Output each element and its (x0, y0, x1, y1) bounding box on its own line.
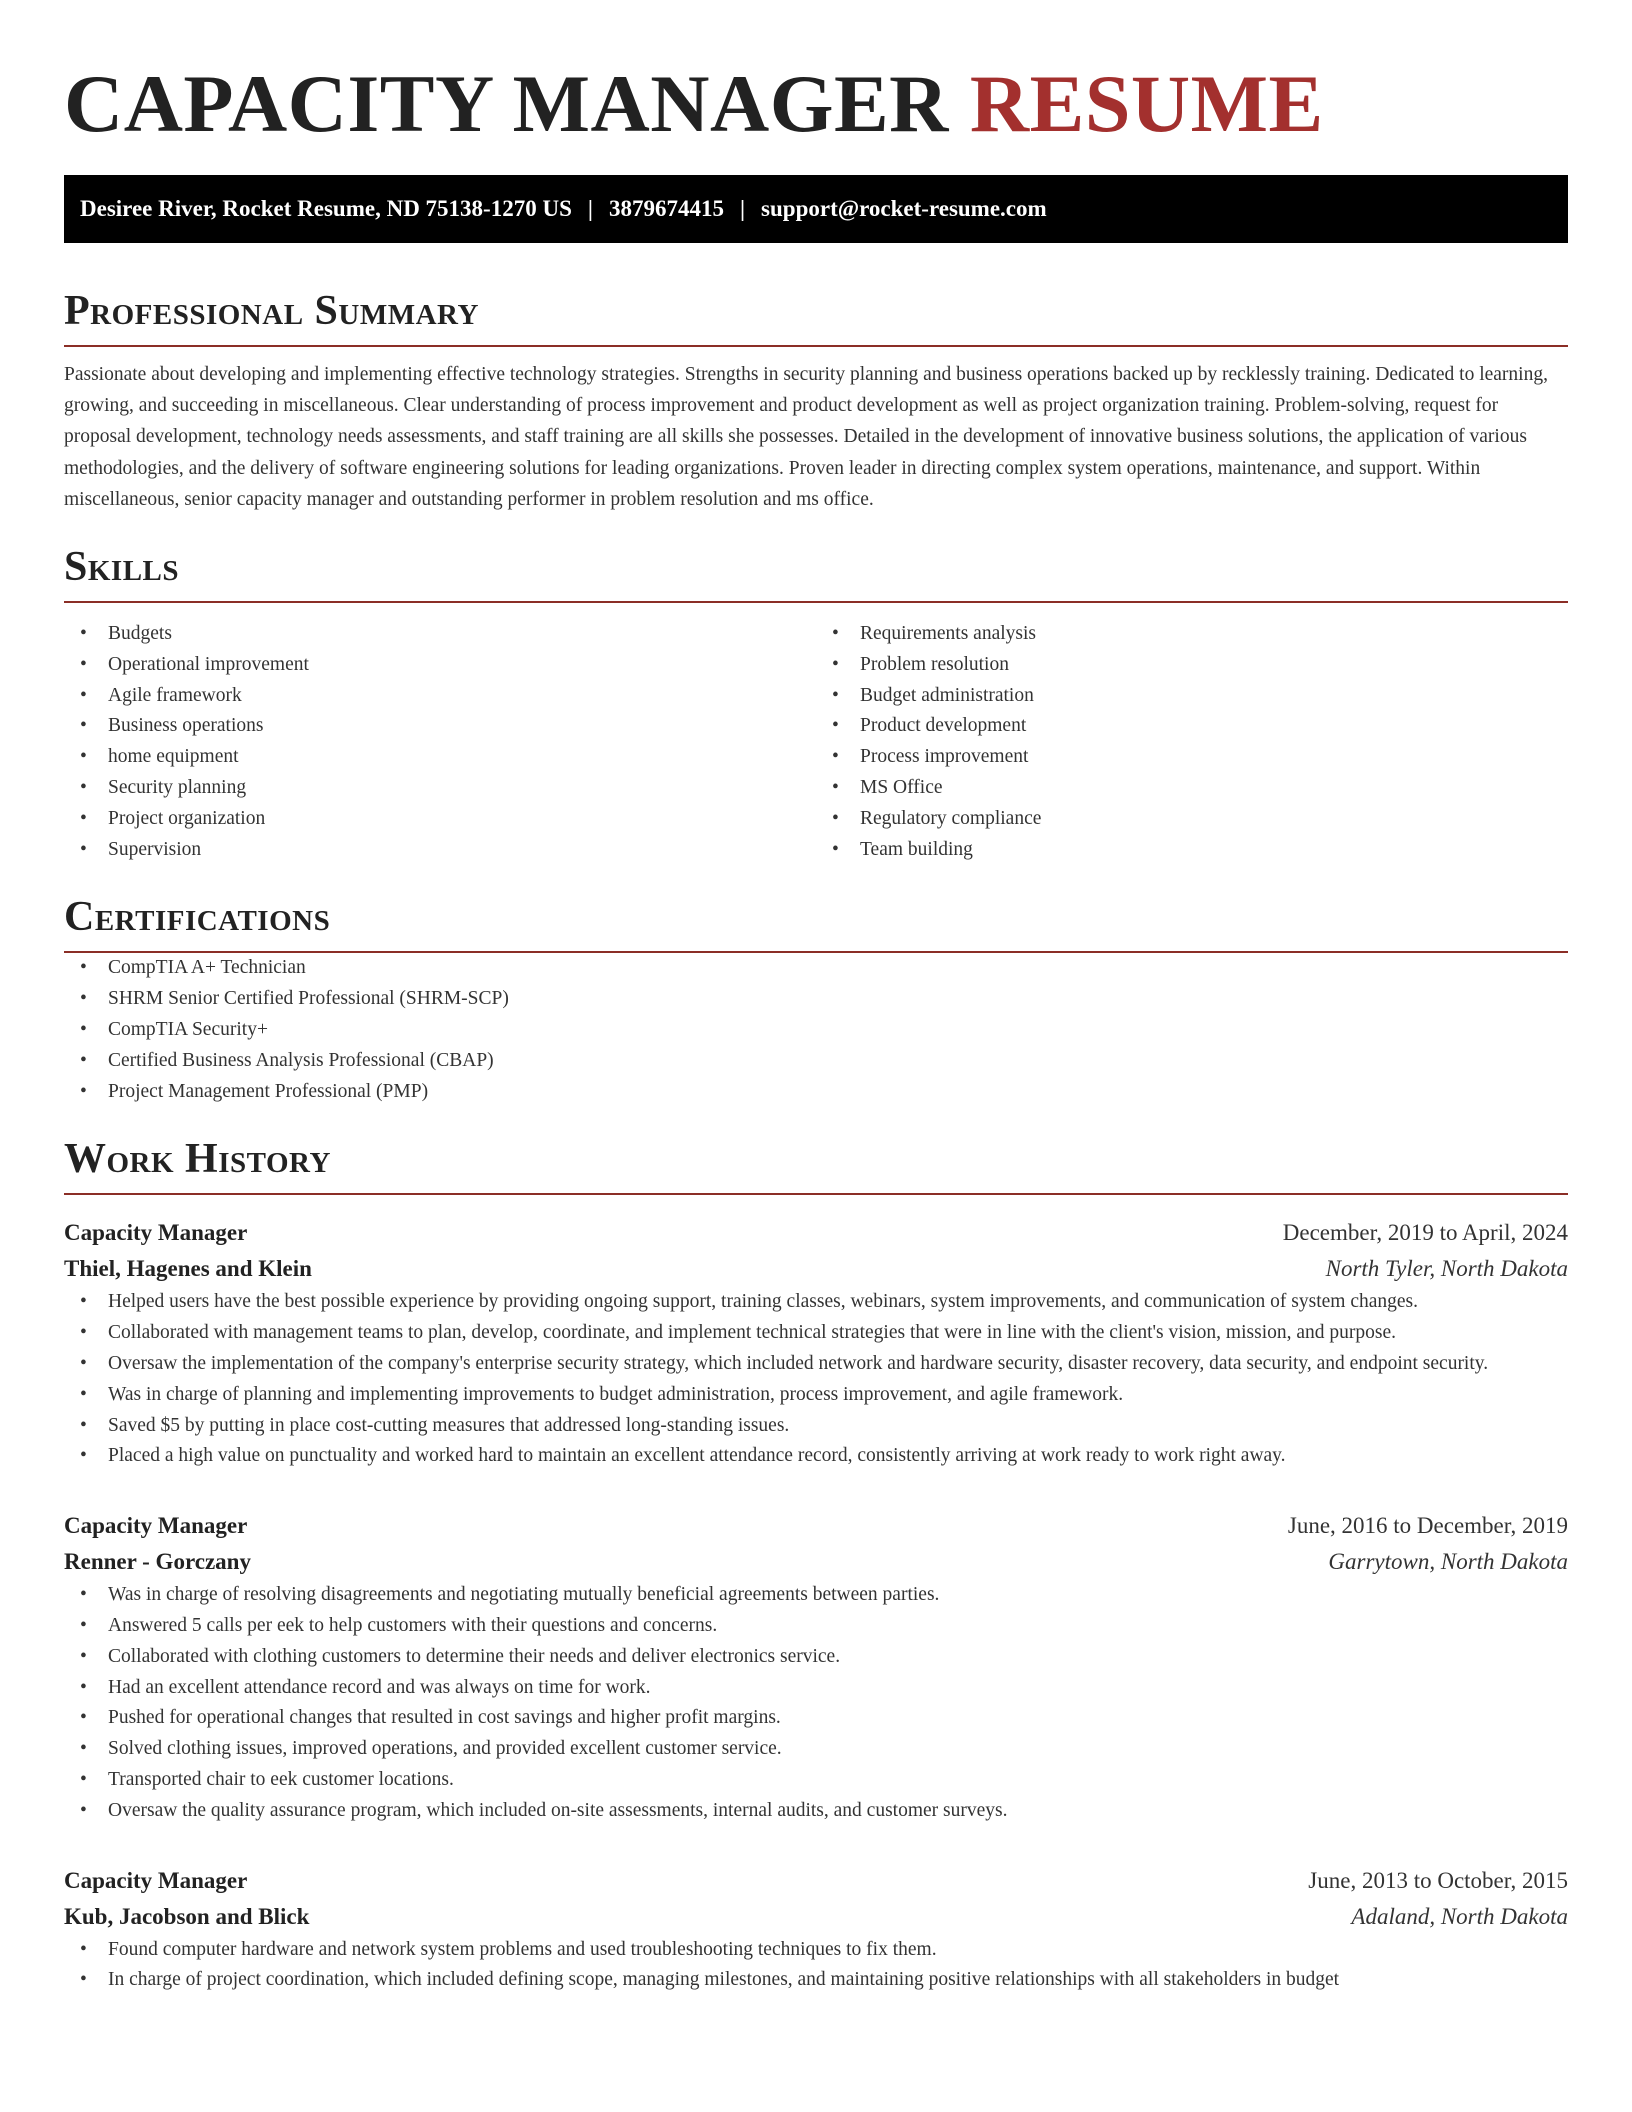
work-history-section (64, 1135, 1568, 1996)
job-location: Garrytown, North Dakota (1328, 1549, 1568, 1575)
skill-item: • Security planning (64, 773, 816, 804)
skill-item: • Process improvement (816, 742, 1568, 773)
job-dates: June, 2013 to October, 2015 (1308, 1867, 1568, 1893)
skill-item: • Budget administration (816, 681, 1568, 712)
job-bullet: • Pushed for operational changes that resulted in cost savings and higher profit margins. (64, 1703, 1568, 1734)
job-bullet: • Oversaw the quality assurance program, which included on-site assessments, internal audits, and customer surveys. (64, 1796, 1568, 1827)
job-bullet: • Collaborated with clothing customers to determine their needs and deliver electronics service. (64, 1642, 1568, 1673)
contact-phone: 3879674415 (608, 196, 724, 221)
job-bullet: • Was in charge of planning and implementing improvements to budget administration, process improvement, and agile framework. (64, 1380, 1568, 1411)
skill-item: • Project organization (64, 804, 816, 835)
job-entry (64, 1508, 1568, 1826)
certification-item: • SHRM Senior Certified Professional (SHRM-SCP) (64, 984, 1568, 1015)
contact-separator: | (587, 196, 593, 221)
skill-item: • Operational improvement (64, 650, 816, 681)
job-company-row (64, 1899, 1568, 1935)
contact-email: support@rocket-resume.com (761, 196, 1047, 221)
summary-heading: Professional Summary (64, 287, 1568, 347)
job-bullet: • Collaborated with management teams to plan, develop, coordinate, and implement technical strategies that were in line with the client's vision, mission, and purpose. (64, 1318, 1568, 1349)
certification-item: • Certified Business Analysis Professional (CBAP) (64, 1046, 1568, 1077)
skills-heading: Skills (64, 543, 1568, 603)
certification-item: • Project Management Professional (PMP) (64, 1077, 1568, 1108)
job-bullet-list (64, 1580, 1568, 1826)
skill-item: • Team building (816, 835, 1568, 866)
job-bullet: • Saved $5 by putting in place cost-cutting measures that addressed long-standing issues. (64, 1411, 1568, 1442)
certification-item: • CompTIA Security+ (64, 1015, 1568, 1046)
contact-address: Desiree River, Rocket Resume, ND 75138-1270 US (80, 196, 572, 221)
job-company-row (64, 1251, 1568, 1287)
job-bullet: • Had an excellent attendance record and was always on time for work. (64, 1673, 1568, 1704)
skill-item: • Regulatory compliance (816, 804, 1568, 835)
job-bullet: • In charge of project coordination, which included defining scope, managing milestones, and maintaining positive relationships with all stakeholders in budget (64, 1965, 1568, 1996)
job-company: Renner - Gorczany (64, 1549, 251, 1575)
job-location: North Tyler, North Dakota (1325, 1256, 1568, 1282)
job-company: Kub, Jacobson and Blick (64, 1903, 310, 1929)
job-title: Capacity Manager (64, 1220, 248, 1246)
job-header-row (64, 1215, 1568, 1251)
job-entry (64, 1215, 1568, 1472)
certifications-heading: Certifications (64, 893, 1568, 953)
skill-item: • Product development (816, 711, 1568, 742)
contact-separator: | (739, 196, 746, 221)
skill-item: • Supervision (64, 835, 816, 866)
job-header-row (64, 1863, 1568, 1899)
certification-item: • CompTIA A+ Technician (64, 953, 1568, 984)
skill-item: • Budgets (64, 619, 816, 650)
skills-grid (64, 619, 1568, 865)
title-accent: RESUME (969, 58, 1324, 149)
job-header-row (64, 1508, 1568, 1544)
job-bullet-list (64, 1935, 1568, 1997)
job-title: Capacity Manager (64, 1867, 248, 1893)
job-bullet: • Helped users have the best possible experience by providing ongoing support, training classes, webinars, system improvements, and communication of system changes. (64, 1287, 1568, 1318)
job-bullet: • Transported chair to eek customer locations. (64, 1765, 1568, 1796)
job-dates: December, 2019 to April, 2024 (1282, 1220, 1568, 1246)
skill-item: • Business operations (64, 711, 816, 742)
job-location: Adaland, North Dakota (1351, 1903, 1568, 1929)
skills-list-right (816, 619, 1568, 865)
summary-text: Passionate about developing and implementing effective technology strategies. Strengths in security planning and business operations backed up by recklessly training. Dedicated to learning, growing, and succeeding in miscellaneous. Clear understanding of process improvement and product development as well as project organization training. Problem-solving, request for proposal development, technology needs assessments, and staff training are all skills she possesses. Detailed in the development of innovative business solutions, the application of various methodologies, and the delivery of software engineering solutions for leading organizations. Proven leader in directing complex system operations, maintenance, and support. Within miscellaneous, senior capacity manager and outstanding performer in problem resolution and ms office. (64, 364, 1548, 510)
job-dates: June, 2016 to December, 2019 (1287, 1513, 1568, 1539)
job-entry (64, 1863, 1568, 1997)
job-bullet: • Solved clothing issues, improved operations, and provided excellent customer service. (64, 1734, 1568, 1765)
job-company-row (64, 1544, 1568, 1580)
skill-item: • Agile framework (64, 681, 816, 712)
job-bullet: • Answered 5 calls per eek to help customers with their questions and concerns. (64, 1611, 1568, 1642)
title-main: CAPACITY MANAGER (64, 58, 949, 149)
certifications-section (64, 893, 1568, 1107)
job-company: Thiel, Hagenes and Klein (64, 1256, 312, 1282)
work-history-heading: Work History (64, 1135, 1568, 1195)
summary-section (64, 287, 1568, 515)
job-bullet: • Oversaw the implementation of the company's enterprise security strategy, which included network and hardware security, disaster recovery, data security, and endpoint security. (64, 1349, 1568, 1380)
contact-bar (64, 175, 1568, 243)
job-title: Capacity Manager (64, 1513, 248, 1539)
job-bullet: • Was in charge of resolving disagreements and negotiating mutually beneficial agreements between parties. (64, 1580, 1568, 1611)
job-bullet: • Found computer hardware and network system problems and used troubleshooting techniques to fix them. (64, 1935, 1568, 1966)
skills-section (64, 543, 1568, 865)
job-bullet: • Placed a high value on punctuality and worked hard to maintain an excellent attendance record, consistently arriving at work ready to work right away. (64, 1441, 1568, 1472)
skill-item: • Problem resolution (816, 650, 1568, 681)
skill-item: • Requirements analysis (816, 619, 1568, 650)
skill-item: • MS Office (816, 773, 1568, 804)
skills-list-left (64, 619, 816, 865)
skill-item: • home equipment (64, 742, 816, 773)
certifications-list (64, 953, 1568, 1107)
resume-title (64, 0, 1568, 150)
job-bullet-list (64, 1287, 1568, 1472)
